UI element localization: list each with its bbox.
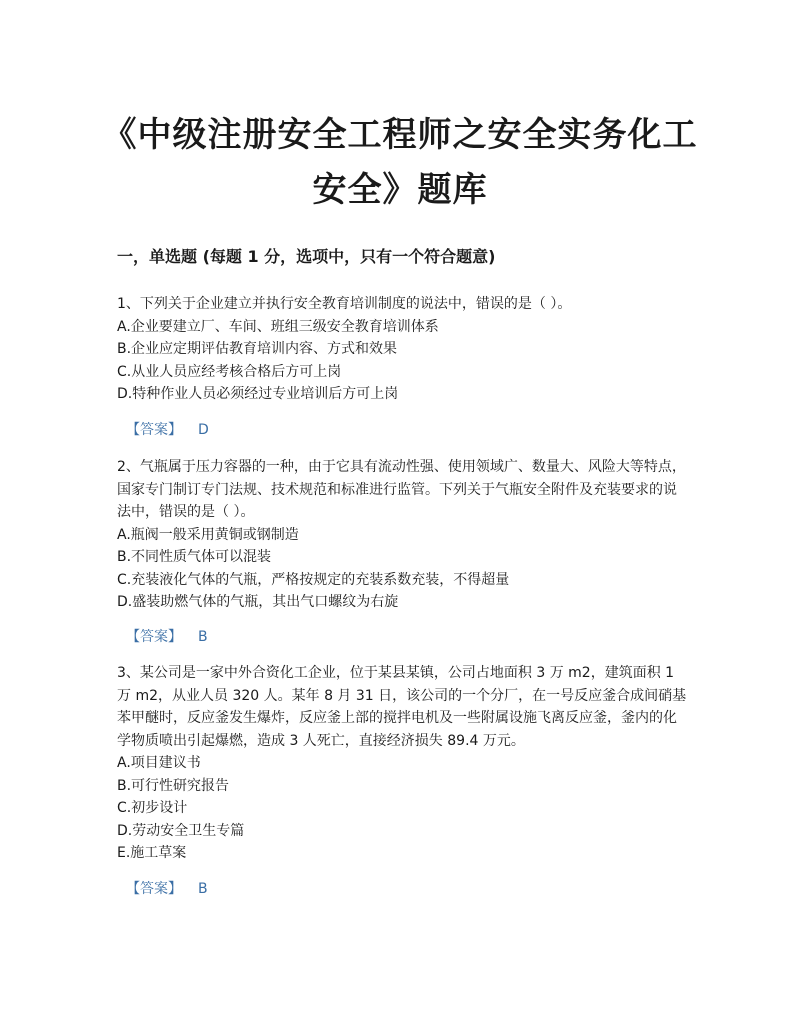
document-title: 《中级注册安全工程师之安全实务化工安全》题库 xyxy=(102,115,698,210)
answer-label: 【答案】 xyxy=(126,629,182,645)
section-heading: 一，单选题 (每题 1 分，选项中，只有一个符合题意) xyxy=(117,247,496,266)
option-a: A.项目建议书 xyxy=(117,755,201,771)
answer-value: B xyxy=(198,881,208,897)
option-list xyxy=(117,752,687,865)
option-a: A.瓶阀一般采用黄铜或钢制造 xyxy=(117,526,299,543)
answer-2 xyxy=(126,626,208,648)
option-b: B.可行性研究报告 xyxy=(117,777,230,794)
option-b: B.不同性质气体可以混装 xyxy=(117,549,272,565)
answer-value: B xyxy=(198,629,208,645)
option-d: D.特种作业人员必须经过专业培训后方可上岗 xyxy=(117,386,399,402)
answer-label: 【答案】 xyxy=(126,881,182,897)
option-c: C.充装液化气体的气瓶，严格按规定的充装系数充装，不得超量 xyxy=(117,571,510,588)
option-a: A.企业要建立厂、车间、班组三级安全教育培训体系 xyxy=(117,318,439,335)
option-e: E.施工草案 xyxy=(117,845,187,861)
option-d: D.盛装助燃气体的气瓶，其出气口螺纹为右旋 xyxy=(117,594,399,610)
answer-3 xyxy=(126,878,208,900)
question-text: 3、某公司是一家中外合资化工企业，位于某县某镇，公司占地面积 3 万 m2，建筑面积 1 万 m2，从业人员 320 人。某年 8 月 31 日，该公司的一个分厂，在一号反应釜合成间硝基苯甲醚时，反应釜发生爆炸，反应釜上部的搅拌电机及一些附属设施飞离反应釜，釜内的化学物质喷出引起爆燃，造成 3 人死亡，直接经济损失 89.4 万元。 xyxy=(117,665,687,749)
answer-value: D xyxy=(198,422,209,438)
question-text: 2、气瓶属于压力容器的一种，由于它具有流动性强、使用领域广、数量大、风险大等特点，国家专门制订专门法规、技术规范和标准进行监管。下列关于气瓶安全附件及充装要求的说法中，错误的是（ ）。 xyxy=(117,459,686,520)
option-d: D.劳动安全卫生专篇 xyxy=(117,822,245,839)
answer-1 xyxy=(126,419,209,441)
option-list xyxy=(117,316,687,406)
answer-label: 【答案】 xyxy=(126,422,182,438)
option-list xyxy=(117,524,687,614)
option-b: B.企业应定期评估教育培训内容、方式和效果 xyxy=(117,341,398,357)
question-text: 1、下列关于企业建立并执行安全教育培训制度的说法中，错误的是（ ）。 xyxy=(117,296,572,312)
option-c: C.从业人员应经考核合格后方可上岗 xyxy=(117,363,342,380)
question-2 xyxy=(117,456,687,614)
question-1 xyxy=(117,293,687,406)
question-3 xyxy=(117,662,687,865)
option-c: C.初步设计 xyxy=(117,800,188,816)
